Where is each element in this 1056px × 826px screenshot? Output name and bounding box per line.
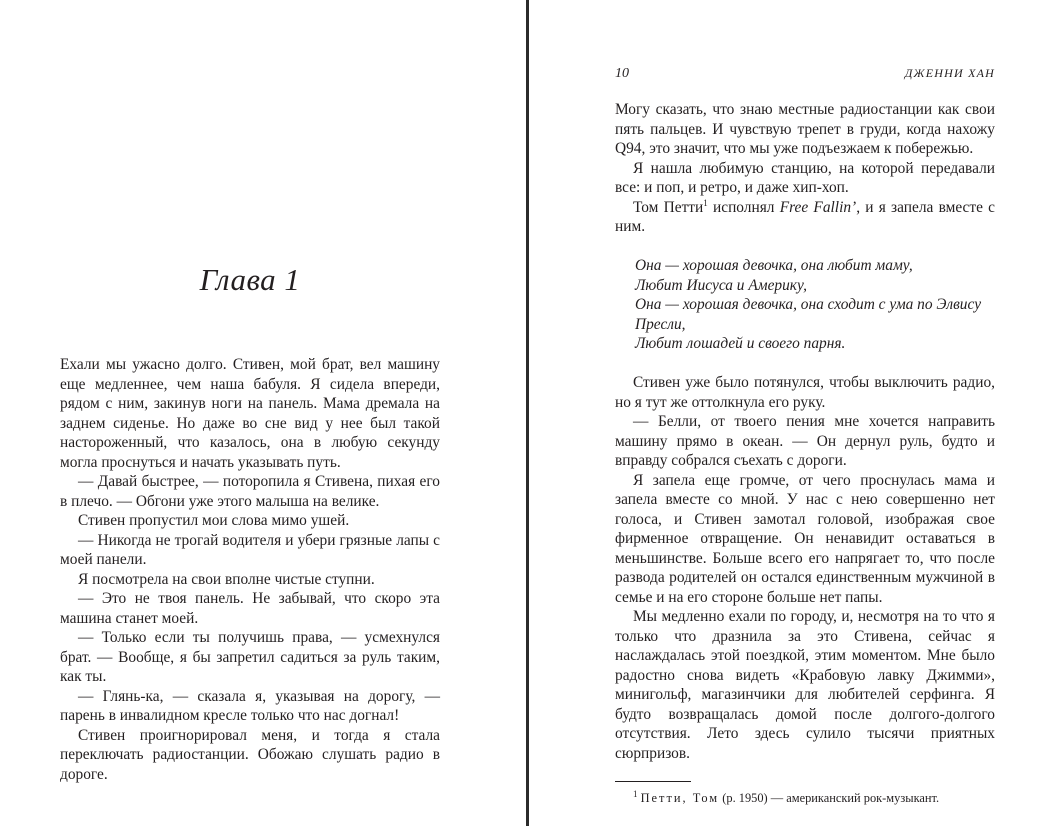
paragraph: Я запела еще громче, от чего проснулась мама и запела вместе со мной. У нас с нею совершенно нет голоса, и Стивен замотал головой, изображая свое фирменное отвращение. Он ненавидит оставаться в меньшинстве. Больше всего его напрягает то, что после развода родителей он остался единственным мужчиной в семье и на его стороне больше нет папы. bbox=[615, 471, 995, 606]
page-gutter-divider bbox=[526, 0, 529, 826]
running-head-author: ДЖЕННИ ХАН bbox=[904, 66, 995, 80]
paragraph: — Никогда не трогай водителя и убери грязные лапы с моей панели. bbox=[60, 531, 440, 568]
paragraph: Стивен проигнорировал меня, и тогда я стала переключать радиостанции. Обожаю слушать радио в дороге. bbox=[60, 726, 440, 783]
footnote-text: (р. 1950) — американский рок-музыкант. bbox=[719, 791, 940, 805]
paragraph: — Только если ты получишь права, — усмехнулся брат. — Вообще, я бы запретил садиться за руль таким, как ты. bbox=[60, 629, 440, 685]
verse-line: Она — хорошая девочка, она любит маму, bbox=[635, 257, 913, 274]
chapter-title: Глава 1 bbox=[199, 262, 301, 297]
verse-line: Она — хорошая девочка, она сходит с ума по Элвису Пресли, bbox=[635, 296, 982, 333]
paragraph: Я посмотрела на свои вполне чистые ступни. bbox=[78, 570, 375, 588]
song-title: Free Fallin’ bbox=[779, 198, 857, 216]
text-run: Том Петти bbox=[633, 198, 704, 216]
footnote bbox=[615, 790, 995, 806]
verse-line: Любит Иисуса и Америку, bbox=[635, 276, 807, 294]
page-number: 10 bbox=[615, 66, 629, 81]
paragraph: — Давай быстрее, — поторопила я Стивена, пихая его в плечо. — Обгони уже этого малыша на велике. bbox=[60, 473, 440, 510]
footnote-mark: 1 bbox=[633, 788, 638, 799]
text-run: , и я запела вместе с ним. bbox=[615, 198, 995, 235]
paragraph: — Это не твоя панель. Не забывай, что скоро эта машина станет моей. bbox=[60, 590, 440, 627]
paragraph-with-footnote bbox=[615, 198, 995, 237]
paragraph: Стивен пропустил мои слова мимо ушей. bbox=[78, 512, 350, 529]
footnote-name: Петти, Том bbox=[640, 791, 720, 805]
left-page-body bbox=[60, 355, 440, 784]
footnote-reference[interactable]: 1 bbox=[703, 197, 708, 208]
paragraph: — Глянь-ка, — сказала я, указывая на дорогу, — парень в инвалидном кресле только что нас догнал! bbox=[60, 687, 440, 724]
verse-line: Любит лошадей и своего парня. bbox=[635, 335, 846, 352]
right-page-body bbox=[615, 100, 995, 806]
text-run: исполнял bbox=[707, 198, 780, 216]
paragraph: Мы медленно ехали по городу, и, несмотря на то что я только что дразнила за это Стивена, сейчас я наслаждалась этой поездкой, этим моментом. Мне было радостно снова видеть «Крабовую лавку Джимми», минигольф, магазинчики для любителей серфинга. Я будто возвращалась домой после долгого-долгого отсутствия. Лето здесь сулило тысячи приятных сюрпризов. bbox=[615, 608, 995, 762]
paragraph: — Белли, от твоего пения мне хочется направить машину прямо в океан. — Он дернул руль, будто и вправду собрался съехать с дороги. bbox=[615, 413, 995, 469]
paragraph: Ехали мы ужасно долго. Стивен, мой брат, вел машину еще медленнее, чем наша бабуля. Я сидела впереди, рядом с ним, закинув ноги на панель. Мама дремала на заднем сиденье. Но даже во сне вид у нее был такой настороженный, что казалось, она в любую секунду могла проснуться и начать указывать путь. bbox=[60, 356, 440, 471]
footnote-separator bbox=[615, 781, 691, 782]
paragraph: Стивен уже было потянулся, чтобы выключить радио, но я тут же оттолкнула его руку. bbox=[615, 374, 995, 411]
paragraph: Могу сказать, что знаю местные радиостанции как свои пять пальцев. И чувствую трепет в груди, когда нахожу Q94, это значит, что мы уже подъезжаем к побережью. bbox=[615, 101, 995, 157]
running-head bbox=[615, 66, 995, 86]
song-lyrics bbox=[635, 256, 995, 354]
paragraph: Я нашла любимую станцию, на которой передавали все: и поп, и ретро, и даже хип-хоп. bbox=[615, 159, 995, 196]
